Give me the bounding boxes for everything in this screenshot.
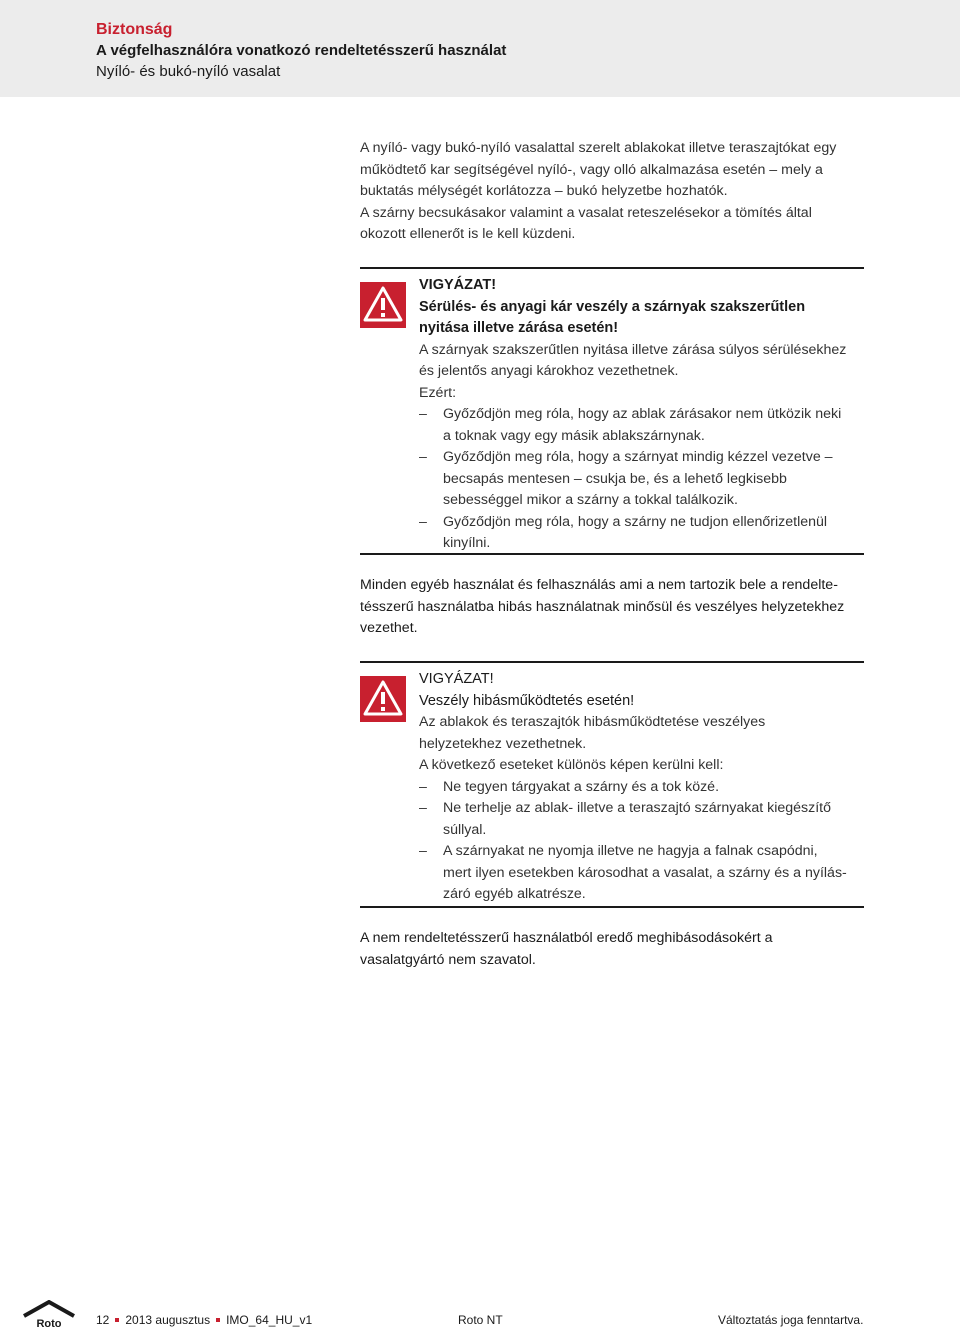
warning-headline: Veszély hibásműködtetés esetén! [419,692,635,709]
separator-square-icon [115,1318,119,1322]
dash-bullet: – [419,513,427,530]
warning-headline: Sérülés- és anyagi kár veszély a szárnyak szakszerűtlen [419,298,806,315]
footer-meta [96,1313,312,1327]
list-item-line: súllyal. [443,821,487,838]
closing-line: A nem rendeltetésszerű használatból eredő meghibásodásokért a [360,930,773,946]
list-item-line: Győződjön meg róla, hogy a szárny ne tudjon ellenőrizetlenül [443,513,828,530]
closing-paragraph [360,928,865,971]
intro-line: működtető kar segítségével nyíló-, vagy olló alkalmazása esetén – mely a [360,161,823,178]
warning-text: A szárnyak szakszerűtlen nyitása illetve zárása súlyos sérülésekhez [419,341,847,358]
list-item-line: becsapás mentesen – csukja be, és a lehető legkisebb [443,470,787,487]
list-item [419,777,864,799]
intro-line: A szárny becsukásakor valamint a vasalat reteszelésekor a tömítés által [360,204,812,221]
list-item [419,447,864,512]
page-header [0,0,960,97]
closing-line: vasalatgyártó nem szavatol. [360,951,536,968]
warning-body [419,275,864,555]
footer-product: Roto NT [458,1313,503,1327]
intro-line: okozott ellenerőt is le kell küzdeni. [360,226,576,242]
logo-text: Roto [36,1318,62,1329]
list-item-line: záró egyéb alkatrésze. [443,886,586,902]
dash-bullet: – [419,800,427,816]
list-item-line: kinyílni. [443,535,491,551]
middle-paragraph [360,575,870,640]
footer-date: 2013 augusztus [125,1313,211,1327]
list-item [419,841,864,906]
list-item [419,404,864,447]
warning-triangle-icon [360,282,406,328]
intro-line: buktatás mélységét korlátozza – bukó helyzetbe hozhatók. [360,183,728,199]
warning-text: Az ablakok és teraszajtók hibásműködtetése veszélyes [419,714,766,730]
list-item-line: Ne terhelje az ablak- illetve a teraszajtó szárnyakat kiegészítő [443,800,831,816]
list-item-line: Győződjön meg róla, hogy a szárnyat mindig kézzel vezetve – [443,449,833,465]
page-footer [0,1300,960,1329]
middle-line: vezethet. [360,620,418,636]
warning-box-1 [360,267,864,555]
list-item-line: Ne tegyen tárgyakat a szárny és a tok közé. [443,778,720,795]
dash-bullet: – [419,449,427,465]
page-title: A végfelhasználóra vonatkozó rendeltetésszerű használat [96,42,507,59]
section-title: Biztonság [96,21,173,38]
warning-text: Ezért: [419,384,457,401]
warning-body [419,669,864,906]
list-item-line: mert ilyen esetekben károsodhat a vasalat, a szárny és a nyílás- [443,864,847,881]
warning-text: helyzetekhez vezethetnek. [419,735,587,752]
footer-doc-id: IMO_64_HU_v1 [226,1313,313,1327]
separator-square-icon [216,1318,220,1322]
footer-notice: Változtatás joga fenntartva. [718,1313,864,1327]
page-subtitle: Nyíló- és bukó-nyíló vasalat [96,63,281,80]
warning-label: VIGYÁZAT! [419,671,494,687]
dash-bullet: – [419,778,427,795]
dash-bullet: – [419,406,427,422]
list-item [419,512,864,555]
dash-bullet: – [419,843,427,859]
intro-line: A nyíló- vagy bukó-nyíló vasalattal szerelt ablakokat illetve teraszajtókat egy [360,140,837,156]
warning-triangle-icon [360,676,406,722]
warning-box-2 [360,661,864,908]
warning-label: VIGYÁZAT! [419,277,497,293]
list-item-line: sebességgel mikor a szárny a tokkal találkozik. [443,492,738,508]
list-item [419,798,864,841]
middle-line: tésszerű használatba hibás használatnak minősül és veszélyes helyzetekhez [360,598,845,615]
list-item-line: A szárnyakat ne nyomja illetve ne hagyja a falnak csapódni, [443,843,818,859]
intro-paragraph [360,138,865,246]
page-number: 12 [96,1313,110,1327]
warning-text: A következő eseteket különös képen kerülni kell: [419,757,724,773]
warning-text: és jelentős anyagi károkhoz vezethetnek. [419,363,679,379]
list-item-line: Győződjön meg róla, hogy az ablak zárásakor nem ütközik neki [443,406,842,422]
roto-roof-logo-icon [22,1300,76,1329]
warning-headline: nyitása illetve zárása esetén! [419,320,619,336]
middle-line: Minden egyéb használat és felhasználás ami a nem tartozik bele a rendelte- [360,577,838,593]
list-item-line: a toknak vagy egy másik ablakszárnynak. [443,427,705,444]
